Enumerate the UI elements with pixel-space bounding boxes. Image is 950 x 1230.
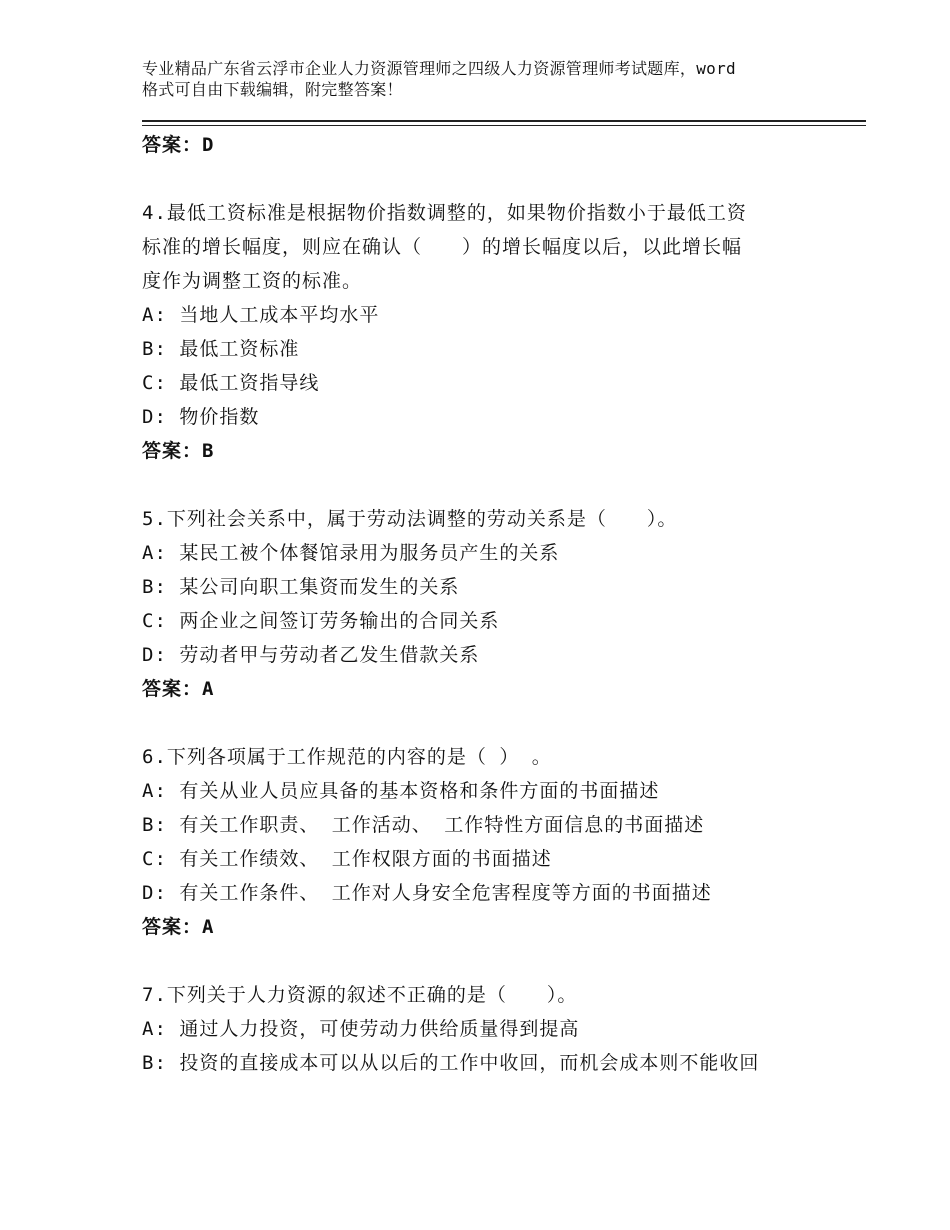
option-d: D: 劳动者甲与劳动者乙发生借款关系	[142, 644, 480, 666]
question-text: 度作为调整工资的标准。	[142, 270, 363, 292]
option-c: C: 两企业之间签订劳务输出的合同关系	[142, 610, 500, 632]
spacer	[142, 468, 822, 502]
question-5	[142, 502, 822, 706]
option-b: B: 最低工资标准	[142, 338, 300, 360]
header-divider-thick	[142, 120, 866, 122]
question-text: 标准的增长幅度，则应在确认（ ）的增长幅度以后，以此增长幅	[142, 236, 743, 258]
option-a: A: 有关从业人员应具备的基本资格和条件方面的书面描述	[142, 780, 660, 802]
spacer	[142, 944, 822, 978]
answer-previous: 答案：D	[142, 134, 215, 156]
question-7	[142, 978, 822, 1080]
option-b: B: 投资的直接成本可以从以后的工作中收回，而机会成本则不能收回	[142, 1052, 760, 1074]
option-c: C: 最低工资指导线	[142, 372, 320, 394]
question-4	[142, 196, 822, 468]
option-d: D: 物价指数	[142, 406, 260, 428]
option-a: A: 通过人力投资，可使劳动力供给质量得到提高	[142, 1018, 580, 1040]
option-b: B: 有关工作职责、 工作活动、 工作特性方面信息的书面描述	[142, 814, 705, 836]
option-a: A: 当地人工成本平均水平	[142, 304, 380, 326]
option-b: B: 某公司向职工集资而发生的关系	[142, 576, 460, 598]
question-6	[142, 740, 822, 944]
header-divider-thin	[142, 125, 866, 126]
answer: 答案：A	[142, 916, 215, 938]
option-d: D: 有关工作条件、 工作对人身安全危害程度等方面的书面描述	[142, 882, 712, 904]
header-line-2: 格式可自由下载编辑，附完整答案！	[142, 80, 403, 99]
spacer	[142, 706, 822, 740]
question-text: 4.最低工资标准是根据物价指数调整的，如果物价指数小于最低工资	[142, 202, 747, 224]
option-a: A: 某民工被个体餐馆录用为服务员产生的关系	[142, 542, 560, 564]
answer: 答案：A	[142, 678, 215, 700]
document-header	[142, 58, 842, 100]
question-text: 5.下列社会关系中，属于劳动法调整的劳动关系是（ ）。	[142, 508, 678, 530]
option-c: C: 有关工作绩效、 工作权限方面的书面描述	[142, 848, 552, 870]
question-text: 7.下列关于人力资源的叙述不正确的是（ ）。	[142, 984, 578, 1006]
question-list	[142, 128, 822, 1080]
answer: 答案：B	[142, 440, 215, 462]
header-line-1: 专业精品广东省云浮市企业人力资源管理师之四级人力资源管理师考试题库，word	[142, 59, 736, 78]
question-text: 6.下列各项属于工作规范的内容的是（ ） 。	[142, 746, 552, 768]
spacer	[142, 162, 822, 196]
